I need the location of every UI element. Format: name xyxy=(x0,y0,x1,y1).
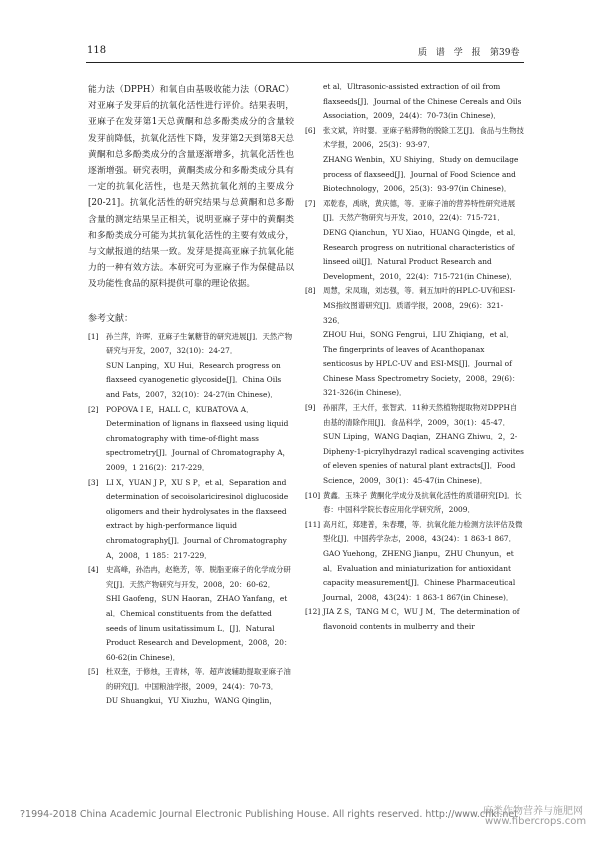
references-left-list xyxy=(88,330,294,709)
reference-item xyxy=(88,665,294,709)
reference-text: 张文斌，许时婴．亚麻子粘滞物的脱除工艺[J]．食品与生物技术学报，2006，25(3)：93-97． ZHANG Wenbin，XU Shiying．Study on demucilage process of flaxseed[J]．Journal of Food Science and Biotechnology，2006，25(3)：93-97(in Chinese)． xyxy=(323,125,524,194)
reference-number: [5] xyxy=(88,667,99,677)
reference-number: [6] xyxy=(305,125,316,135)
reference-text: 邓乾春，禹晓，黄庆德，等．亚麻子油的营养特性研究进展[J]．天然产物研究与开发，2010，22(4)：715-721． DENG Qianchun，YU Xiao，HUANG Qingde，et al．Research progress on nutritional characteristics of linseed oil[J]．Natural Product Research and Development，2010，22(4)：715-721(in Chinese)． xyxy=(323,198,521,281)
reference-number: [3] xyxy=(88,477,99,487)
reference-text: 史高峰，孙浩冉，赵艳芳，等．脱脂亚麻子的化学成分研究[J]．天然产物研究与开发，2008，20：60-62． SHI Gaofeng，SUN Haoran，ZHAO Yanfang，et al．Chemical constituents from the defatted seeds of linum usitatissimum L．[J]．Natural Product Research and Development，2008，20：60-62(in Chinese)． xyxy=(106,565,292,662)
reference-number: [9] xyxy=(305,403,316,413)
reference-item xyxy=(88,476,294,564)
reference-item xyxy=(305,124,524,197)
reference-item xyxy=(305,197,524,285)
reference-item xyxy=(88,330,294,403)
reference-number: [2] xyxy=(88,404,99,414)
left-column xyxy=(88,82,294,709)
journal-name: 质 谱 学 报 xyxy=(418,48,484,58)
reference-text: POPOVA I E，HALL C，KUBATOVA A．Determination of lignans in flaxseed using liquid chromatography with time-of-flight mass spectrometry[J]．Journal of Chromatography A，2009，1 216(2)：217-229． xyxy=(106,404,290,472)
reference-item xyxy=(305,489,524,518)
reference-number: [4] xyxy=(88,565,99,575)
reference-number: [11] xyxy=(305,519,321,529)
reference-item xyxy=(305,284,524,401)
reference-text: JIA Z S，TANG M C，WU J M．The determination of flavonoid contents in mulberry and their xyxy=(323,607,520,631)
reference-text: 孙丽萍，王大仟，张智武．11种天然植物提取物对DPPH自由基的清除作用[J]．食品科学，2009，30(1)：45-47． SUN Liping，WANG Daqian，ZHANG Zhiwu．2，2-Dipheny-1-picrylhydrazyl radical scavenging activites of eleven spenies of natural plant extracts[J]．Food Science，2009，30(1)：45-47(in Chinese)． xyxy=(323,403,524,486)
reference-number: [7] xyxy=(305,198,316,208)
right-column xyxy=(305,80,524,635)
reference-number: [10] xyxy=(305,490,321,500)
reference-item xyxy=(305,605,524,634)
reference-text: 孙兰萍，许晖．亚麻子生氰糖苷的研究进展[J]．天然产物研究与开发，2007，32(10)：24-27． SUN Lanping，XU Hui．Research progress on flaxseed cyanogenetic glycoside[J]．China Oils and Fats，2007，32(10)：24-27(in Chinese)． xyxy=(106,331,293,400)
body-paragraph: 能力法（DPPH）和氧自由基吸收能力法（ORAC）对亚麻子发芽后的抗氧化活性进行评价。结果表明，亚麻子在发芽第1天总黄酮和总多酚类成分的含量较发芽前降低，抗氧化活性下降，发芽第2天到第8天总黄酮和总多酚类成分的含量逐渐增多，抗氧化活性也逐渐增强。研究表明，黄酮类成分和多酚类成分具有一定的抗氧化活性，也是天然抗氧化剂的主要成分[20-21]。抗氧化活性的研究结果与总黄酮和总多酚含量的测定结果呈正相关，说明亚麻子芽中的黄酮类和多酚类成分可能为其抗氧化活性的主要有效成分，与文献报道的结果一致。发芽是提高亚麻子抗氧化能力的一种有效方法。本研究可为亚麻子作为保健品以及功能性食品的原料提供可靠的理论依据。 xyxy=(88,85,294,290)
references-right-list xyxy=(305,80,524,635)
reference-item xyxy=(305,80,524,124)
reference-text: 周慧，宋凤瑞，刘志强，等．刺五加叶的HPLC-UV和ESI-MS指纹图谱研究[J]．质谱学报，2008，29(6)：321-326． ZHOU Hui，SONG Fengrui，LIU Zhiqiang，et al．The fingerprints of leaves of Acanthopanax senticosus by HPLC-UV and ESI-MS[J]．Journal of Chinese Mass Spectrometry Society，2008，29(6)：321-326(in Chinese)． xyxy=(323,286,520,398)
copyright-footer: ?1994-2018 China Academic Journal Electronic Publishing House. All rights reserved. http://www.cnki.net xyxy=(20,809,518,820)
page-number: 118 xyxy=(87,45,107,56)
reference-item xyxy=(88,563,294,665)
watermark-url: www.fibercrops.com xyxy=(485,816,587,827)
reference-text: 高月红，郑建普，朱春璎，等．抗氧化能力检测方法评估及微型化[J]．中国药学杂志，2008，43(24)：1 863-1 867． GAO Yuehong，ZHENG Jianpu，ZHU Chunyun，et al．Evaluation and miniaturization for antioxidant capacity measurement[J]．Chinese Pharmaceutical Journal，2008，43(24)：1 863-1 867(in Chinese)． xyxy=(323,519,523,602)
reference-number: [8] xyxy=(305,286,316,296)
reference-item xyxy=(88,403,294,476)
reference-item xyxy=(305,518,524,606)
reference-number xyxy=(305,80,323,124)
reference-item xyxy=(305,401,524,489)
reference-number: [12] xyxy=(305,607,321,617)
page-header xyxy=(0,37,595,71)
volume-label: 第39卷 xyxy=(490,48,520,58)
header-rule xyxy=(86,62,524,63)
reference-text: LI X，YUAN J P，XU S P，et al．Separation and determination of secoisolariciresinol diglucoside oligomers and their hydrolysates in the flaxseed extract by high-performance liquid chromatography[J]．Journal of Chromatography A，2008，1 185：217-229． xyxy=(106,477,289,560)
watermark-text: 麻类作物营养与施肥网 xyxy=(483,806,583,817)
references-title: 参考文献： xyxy=(88,313,134,324)
reference-text: 黄鑫．玉珠子 黄酮化学成分及抗氧化活性的质谱研究[D]．长春：中国科学院长春应用化学研究所，2009． xyxy=(323,490,522,515)
reference-text: 杜双奎，于修烛，王青林，等．超声波辅助提取亚麻子油的研究[J]．中国粮油学报，2009，24(4)：70-73． DU Shuangkui，YU Xiuzhu，WANG Qinglin， xyxy=(106,667,291,706)
reference-number: [1] xyxy=(88,331,99,341)
reference-text: et al．Ultrasonic-assisted extraction of oil from flaxseeds[J]．Journal of the Chinese Cereals and Oils Association，2009，24(4)：70-73(in Chinese)． xyxy=(323,82,522,121)
